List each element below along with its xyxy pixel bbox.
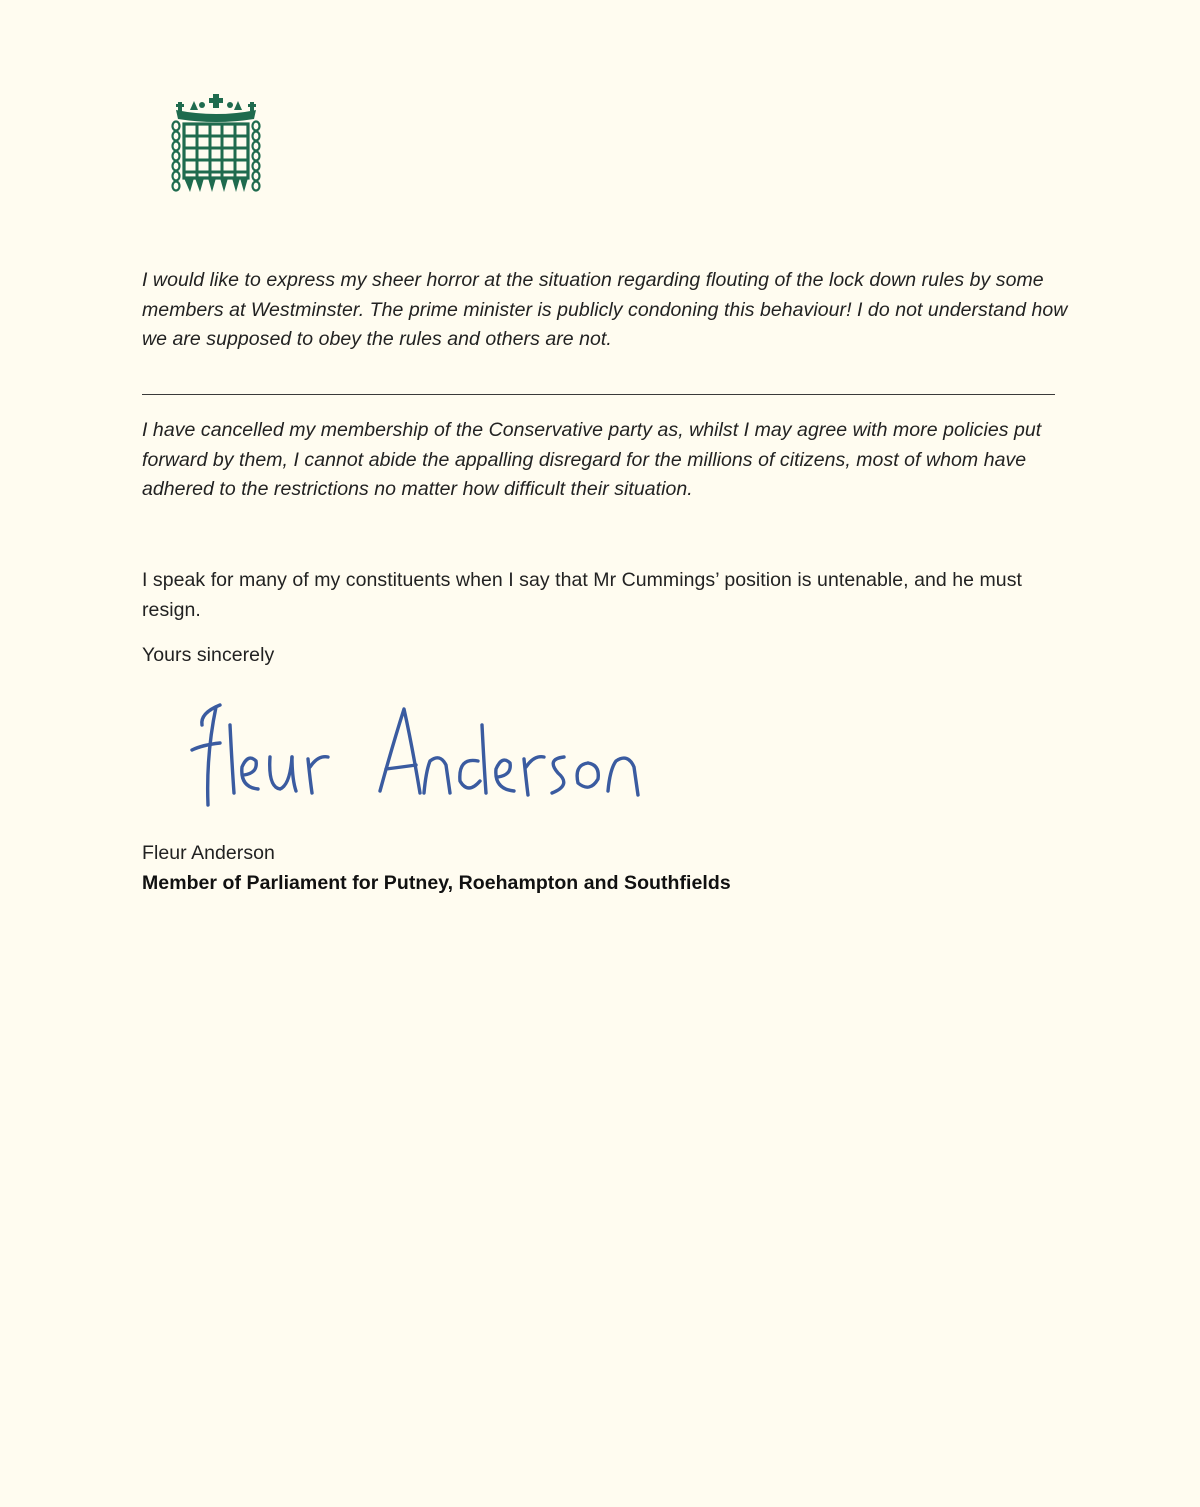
handwritten-signature-icon [180,695,660,820]
signer-title: Member of Parliament for Putney, Roehampton and Southfields [142,872,731,894]
divider-line [142,394,1055,395]
paragraph-horror: I would like to express my sheer horror at the situation regarding flouting of the lock down rules by some members at Westminster. The prime minister is publicly condoning this behaviour! I do not understand how we are supposed to obey the rules and others are not. [142,269,1068,350]
closing-salutation: Yours sincerely [142,644,275,666]
portcullis-crest-icon [170,92,262,196]
signer-name: Fleur Anderson [142,842,275,864]
paragraph-resign: I speak for many of my constituents when I say that Mr Cummings’ position is untenable, and he must resign. [142,569,1022,621]
paragraph-membership: I have cancelled my membership of the Conservative party as, whilst I may agree with more policies put forward by them, I cannot abide the appalling disregard for the millions of citizens, most of whom have adhered to the restrictions no matter how difficult their situation. [142,419,1042,500]
